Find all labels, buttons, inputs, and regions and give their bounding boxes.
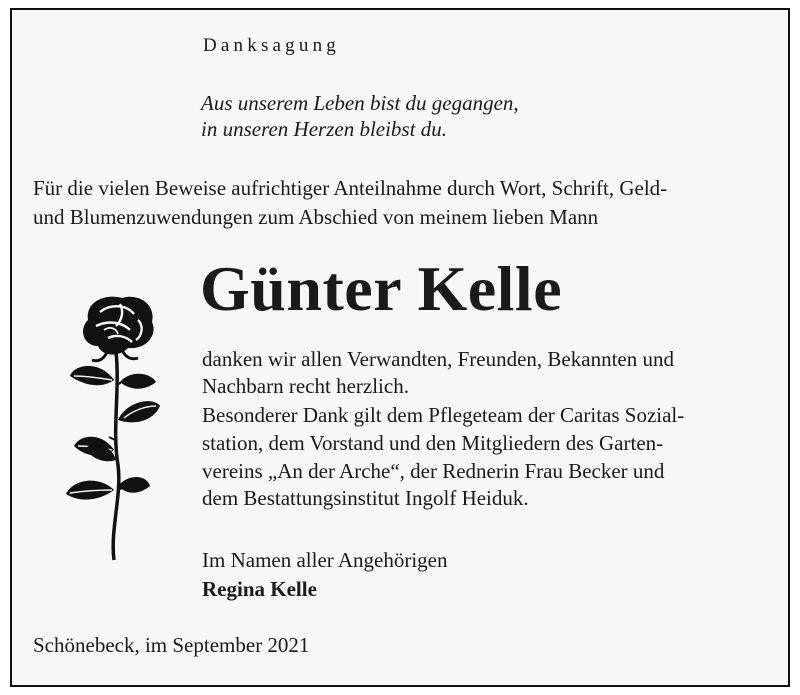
verse-line: Aus unserem Leben bist du gegangen, (201, 91, 519, 115)
thanks-line: danken wir allen Verwandten, Freunden, Bekannten und (202, 347, 674, 371)
thanks-line: vereins „An der Arche“, der Rednerin Frau Becker und (202, 459, 665, 483)
thanks-line: dem Bestattungsinstitut Ingolf Heiduk. (202, 486, 529, 510)
intro-line: Für die vielen Beweise aufrichtiger Anteilnahme durch Wort, Schrift, Geld- (33, 176, 668, 200)
deceased-name: Günter Kelle (200, 253, 563, 324)
signature-intro: Im Namen aller Angehörigen (202, 548, 448, 572)
verse-line: in unseren Herzen bleibst du. (201, 117, 447, 141)
rose-icon (60, 290, 170, 565)
notice-heading: Danksagung (203, 35, 340, 56)
thanks-line: station, dem Vorstand und den Mitgliedern des Garten- (202, 431, 664, 455)
thanks-line: Besonderer Dank gilt dem Pflegeteam der Caritas Sozial- (202, 403, 685, 427)
thanks-line: Nachbarn recht herzlich. (202, 374, 409, 398)
intro-line: und Blumenzuwendungen zum Abschied von meinem lieben Mann (33, 205, 599, 229)
signature-name: Regina Kelle (202, 577, 317, 601)
place-date: Schönebeck, im September 2021 (33, 633, 310, 657)
